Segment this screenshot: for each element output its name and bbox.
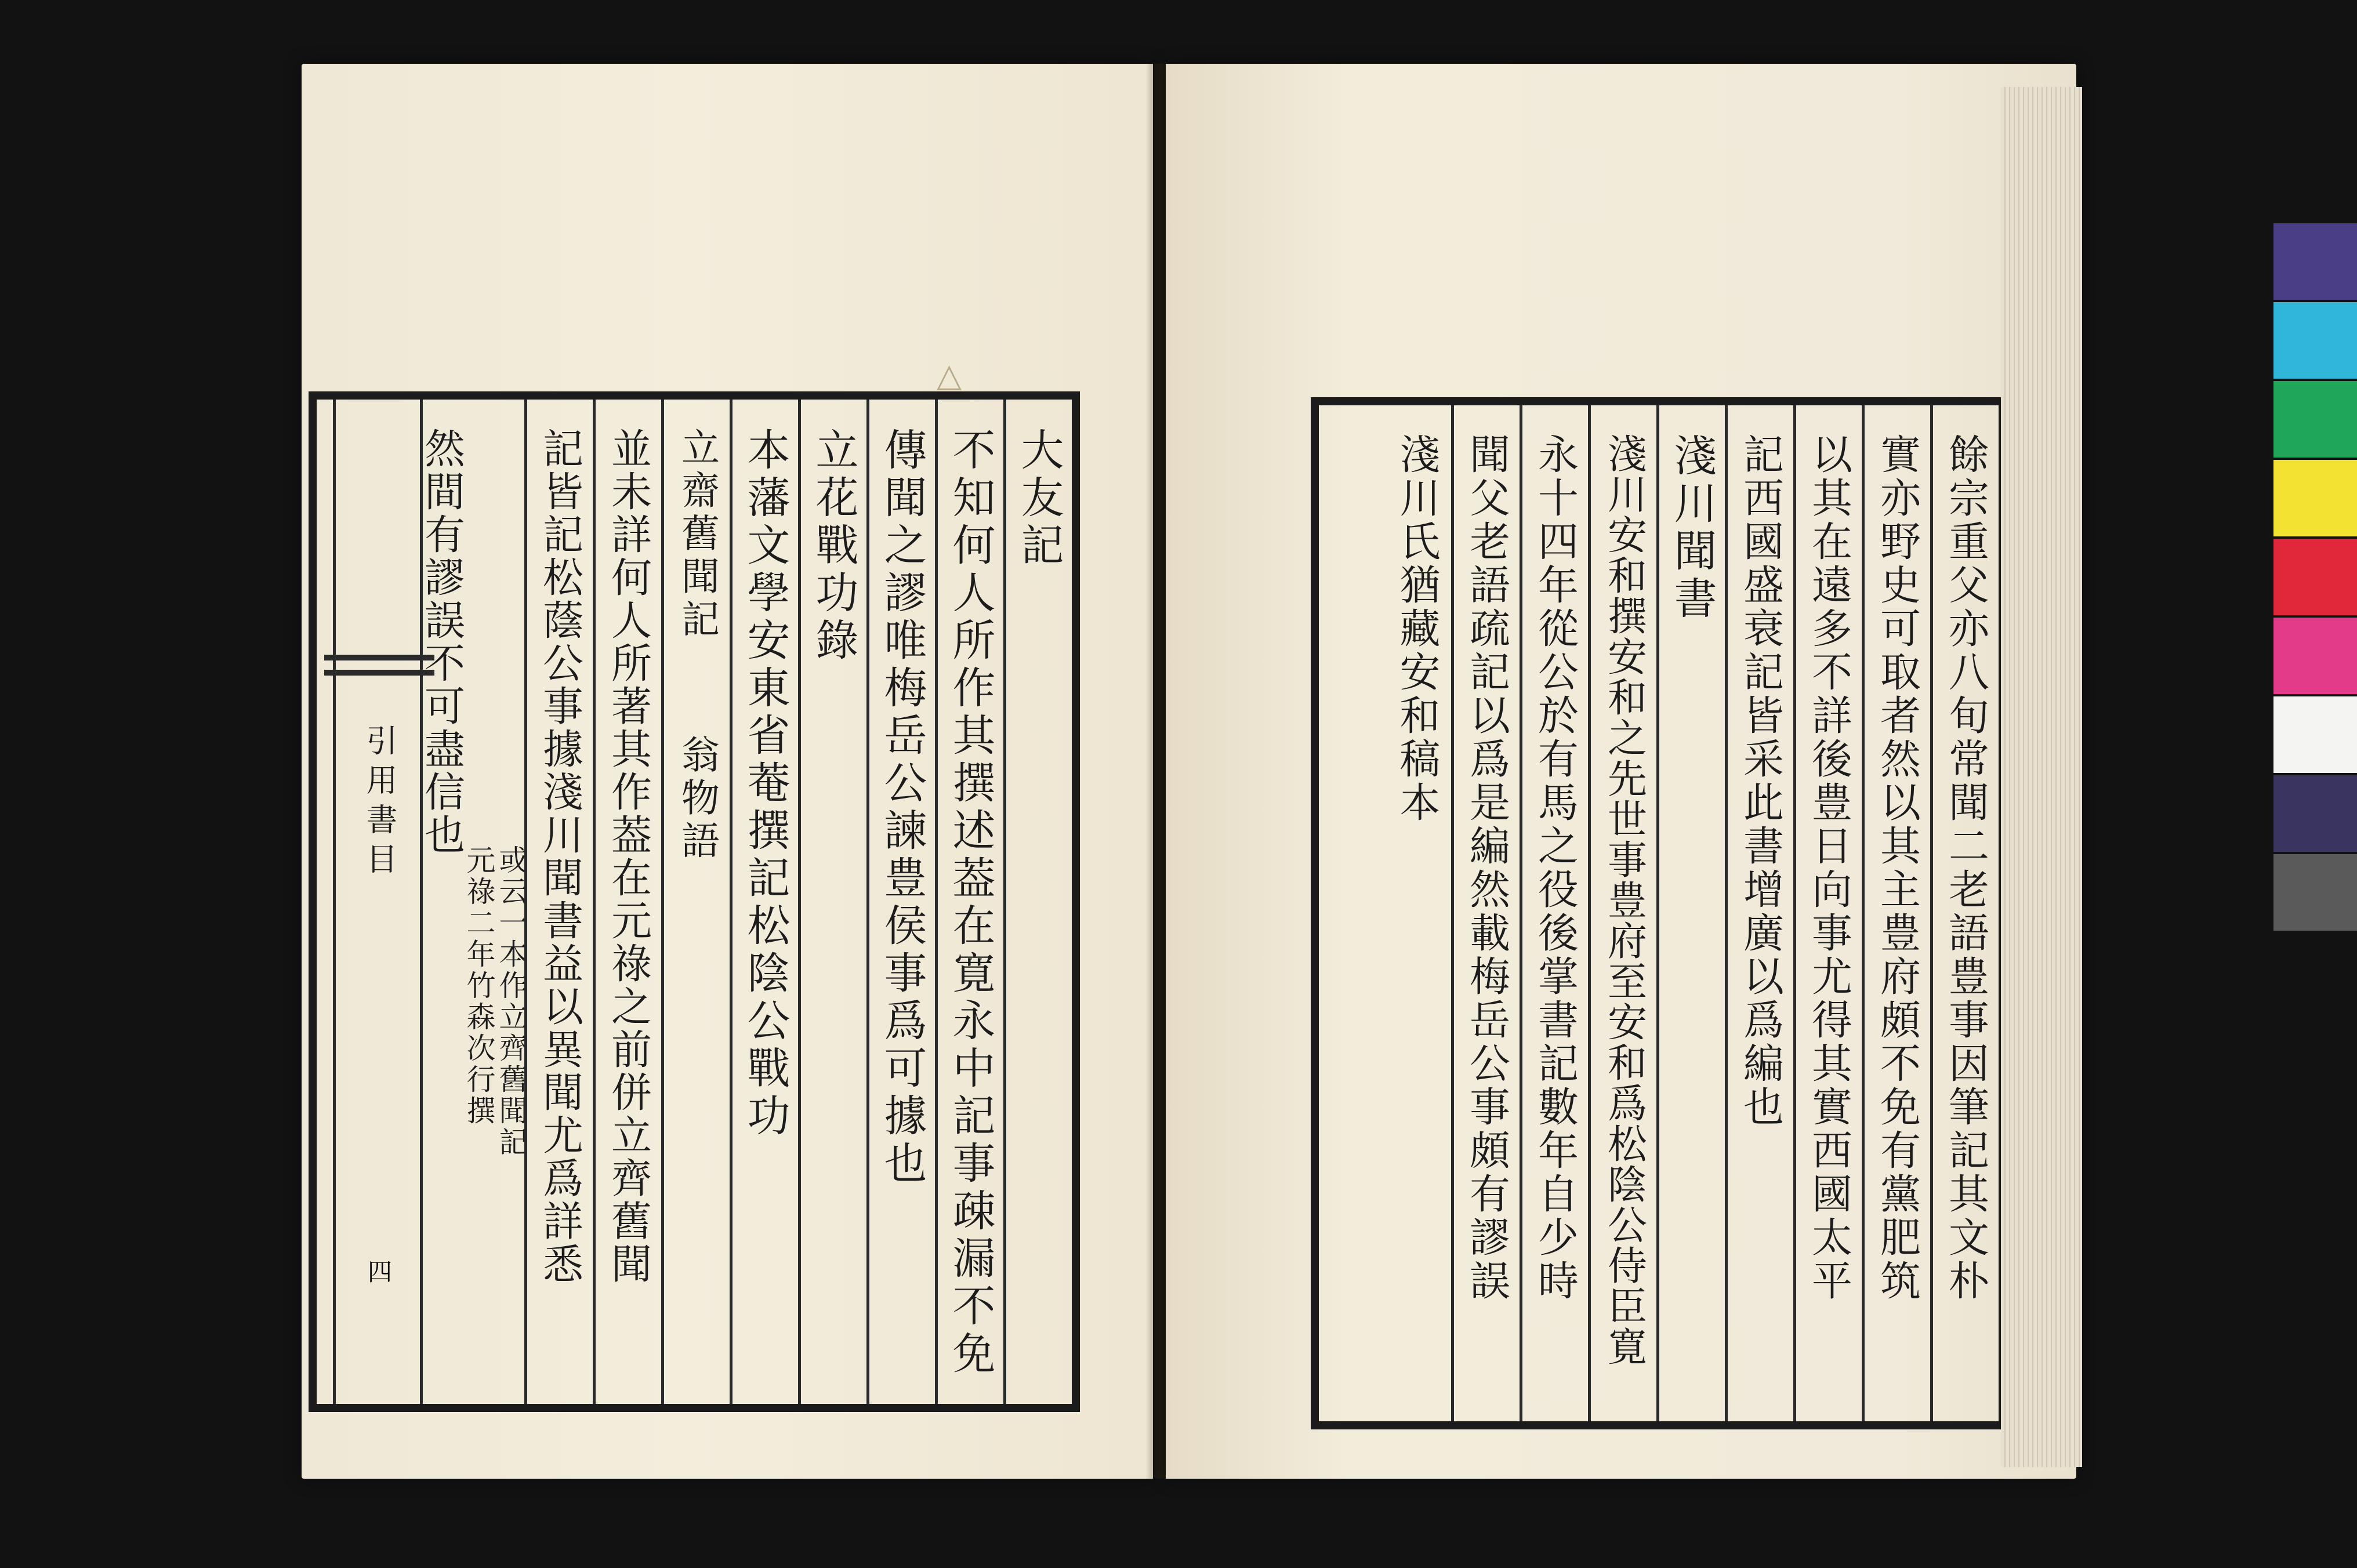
left-column-4-text: 立花戰功錄 xyxy=(808,427,859,665)
page-edges xyxy=(2001,87,2082,1467)
right-column-4 xyxy=(1725,405,1793,1421)
left-column-9 xyxy=(418,400,528,1404)
left-column-6-sub: 翁物語 xyxy=(675,735,720,863)
left-column-2 xyxy=(935,400,1003,1404)
right-column-7 xyxy=(1520,405,1588,1421)
right-column-8 xyxy=(1451,405,1520,1421)
right-column-3 xyxy=(1793,405,1862,1421)
right-column-3-text: 以其在遠多不詳後豊日向事尤得其實西國太平 xyxy=(1805,433,1853,1303)
right-text-frame xyxy=(1311,397,2007,1429)
right-column-2-text: 實亦野史可取者然以其主豊府頗不免有黨肥筑 xyxy=(1873,433,1921,1303)
left-column-9-text: 然間有謬誤不可盡信也 xyxy=(418,427,466,856)
left-column-1 xyxy=(1003,400,1072,1404)
color-calibration-strip xyxy=(2273,223,2357,1325)
swatch-2 xyxy=(2273,302,2357,379)
swatch-8 xyxy=(2273,775,2357,852)
left-page xyxy=(302,64,1153,1479)
right-column-1-text: 餘宗重父亦八旬常聞二老語豊事因筆記其文朴 xyxy=(1942,433,1990,1303)
swatch-3 xyxy=(2273,381,2357,458)
left-column-7 xyxy=(593,400,661,1404)
left-text-frame xyxy=(309,391,1080,1412)
left-column-4 xyxy=(798,400,866,1404)
right-column-4-text: 記西國盛衰記皆采此書增廣以爲編也 xyxy=(1736,433,1785,1129)
book-margin-column xyxy=(333,400,420,1404)
right-column-1 xyxy=(1930,405,1999,1421)
left-column-6-text xyxy=(675,427,720,1404)
annotation-main: 或云一本作立齊舊聞記 xyxy=(494,845,528,1158)
left-column-5 xyxy=(730,400,798,1404)
left-column-8-text: 記皆記松蔭公事據淺川聞書益以異聞尤爲詳悉 xyxy=(536,427,584,1286)
right-page xyxy=(1166,64,2076,1479)
right-column-5-text: 淺川聞書 xyxy=(1667,433,1717,623)
right-column-9-text: 淺川氏猶藏安和稿本 xyxy=(1393,433,1441,825)
right-column-9 xyxy=(1383,405,1451,1421)
left-column-3 xyxy=(866,400,935,1404)
annotation-sub: 元祿二年竹森次行撰 xyxy=(462,845,496,1127)
swatch-7 xyxy=(2273,696,2357,773)
left-column-3-text: 傳聞之謬唯梅岳公諫豊侯事爲可據也 xyxy=(877,427,927,1188)
swatch-5 xyxy=(2273,539,2357,615)
left-column-7-text: 並未詳何人所著其作葢在元祿之前併立齊舊聞 xyxy=(604,427,652,1286)
right-column-7-text: 永十四年從公於有馬之役後掌書記數年自少時 xyxy=(1531,433,1579,1303)
left-column-8 xyxy=(524,400,593,1404)
left-column-1-text: 大友記 xyxy=(1014,427,1064,570)
swatch-4 xyxy=(2273,460,2357,536)
right-column-6-text: 淺川安和撰安和之先世事豊府至安和爲松陰公侍臣寛 xyxy=(1601,433,1647,1367)
right-column-6 xyxy=(1588,405,1656,1421)
margin-title: 引用書目 xyxy=(361,724,398,882)
right-column-8-text: 聞父老語疏記以爲是編然載梅岳公事頗有謬誤 xyxy=(1463,433,1511,1303)
swatch-1 xyxy=(2273,223,2357,300)
fish-tail-mark xyxy=(324,655,434,676)
right-column-2 xyxy=(1862,405,1930,1421)
left-column-6-title: 立齋舊聞記 xyxy=(675,427,720,642)
left-column-6 xyxy=(661,400,730,1404)
swatch-9 xyxy=(2273,854,2357,931)
swatch-6 xyxy=(2273,618,2357,694)
triangle-mark: △ xyxy=(937,357,962,394)
left-column-2-text: 不知何人所作其撰述葢在寛永中記事疎漏不免 xyxy=(945,427,996,1378)
right-column-5 xyxy=(1656,405,1725,1421)
left-column-5-text: 本藩文學安東省菴撰記松陰公戰功 xyxy=(740,427,790,1141)
open-book xyxy=(302,64,2076,1479)
page-number: 四 xyxy=(368,1258,393,1286)
